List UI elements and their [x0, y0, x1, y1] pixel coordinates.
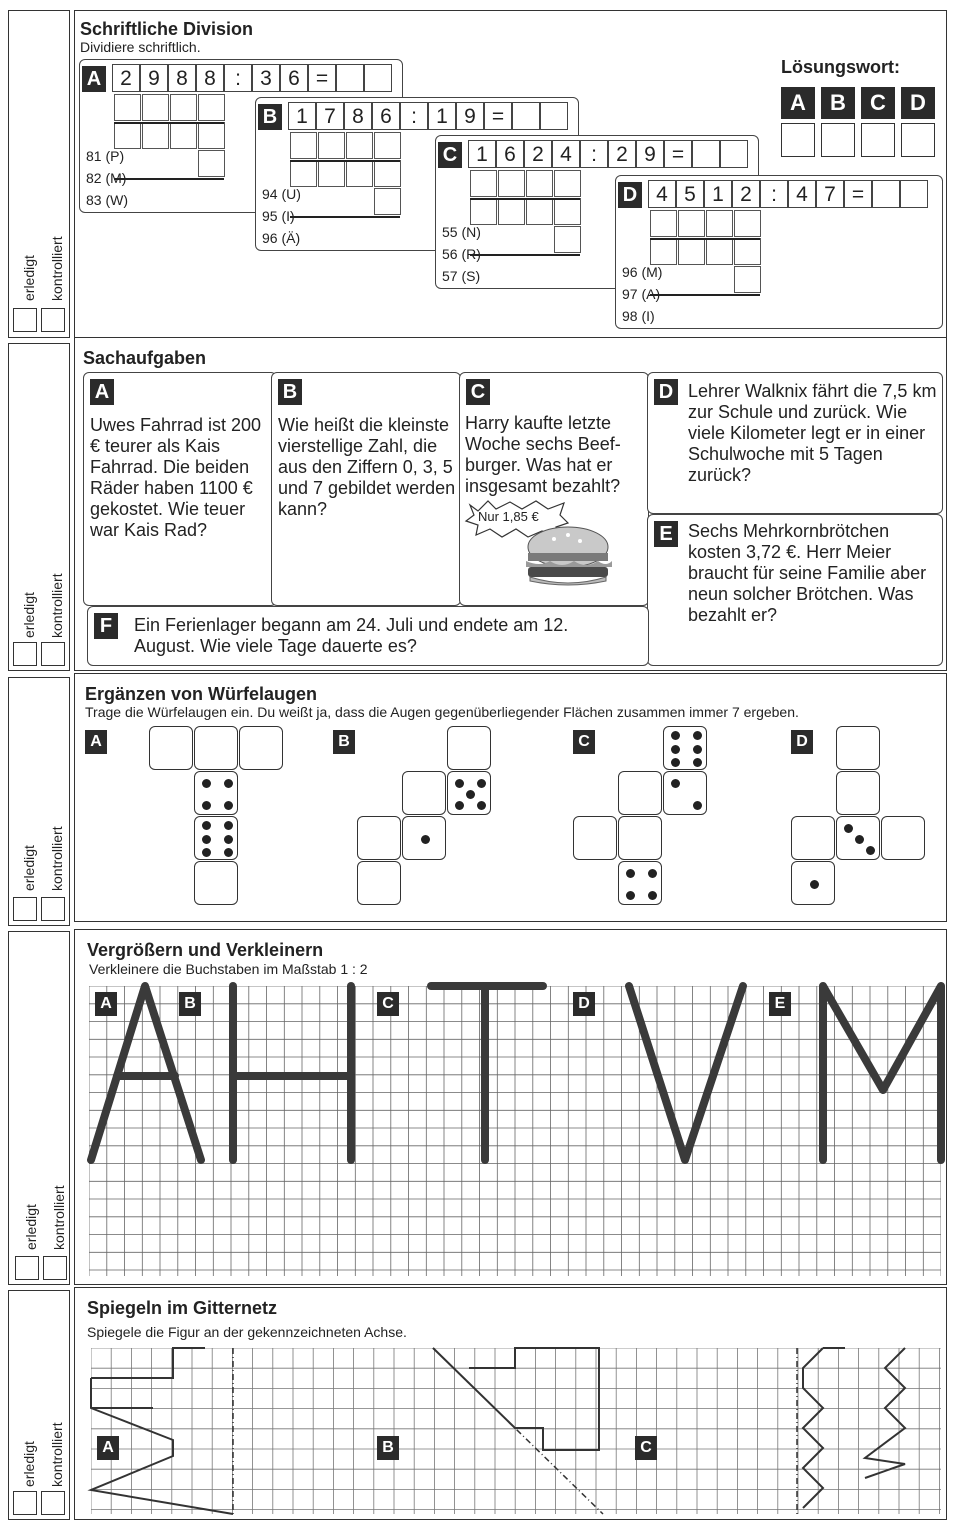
- section-title: Ergänzen von Würfelaugen: [85, 684, 318, 704]
- pip: [671, 779, 680, 788]
- die-face[interactable]: [447, 726, 491, 770]
- die-face[interactable]: [194, 726, 238, 770]
- pip: [202, 801, 211, 810]
- die-face[interactable]: [194, 816, 238, 860]
- work-cell[interactable]: [554, 170, 581, 197]
- digit-cell: 7: [816, 180, 844, 208]
- pip: [202, 779, 211, 788]
- work-cell[interactable]: [170, 122, 197, 149]
- done-checkbox[interactable]: [15, 1256, 39, 1280]
- die-face[interactable]: [194, 771, 238, 815]
- pip: [202, 835, 211, 844]
- work-cell[interactable]: [290, 132, 317, 159]
- answer-cell[interactable]: [540, 102, 568, 130]
- checked-checkbox[interactable]: [43, 1256, 67, 1280]
- die-face[interactable]: [618, 816, 662, 860]
- pip: [477, 779, 486, 788]
- solution-letter: B: [821, 87, 855, 119]
- task-label: D: [618, 182, 642, 208]
- work-cell[interactable]: [374, 188, 401, 215]
- work-cell[interactable]: [554, 226, 581, 253]
- digit-cell: 3: [252, 64, 280, 92]
- digit-cell: =: [308, 64, 336, 92]
- answer-cell[interactable]: [720, 140, 748, 168]
- task-text: Ein Ferienlager begann am 24. Juli und endete am 12. August. Wie viele Tage dauerte es?: [134, 615, 569, 656]
- task-label: C: [438, 142, 462, 168]
- checked-label: kontrolliert: [49, 573, 65, 638]
- task-label: E: [654, 521, 678, 547]
- answer-option: 96 (Ä): [262, 230, 301, 246]
- answer-option: 94 (U): [262, 186, 301, 202]
- digit-cell: :: [224, 64, 252, 92]
- solution-letter: C: [861, 87, 895, 119]
- die-face[interactable]: [791, 816, 835, 860]
- task-text: Sechs Mehrkornbrötchen kosten 3,72 €. Herr Meier braucht für seine Familie aber neun solcher Brötchen. Was bezahlt er?: [688, 521, 927, 625]
- underline: [114, 122, 224, 124]
- die-face[interactable]: [194, 861, 238, 905]
- work-cell[interactable]: [706, 238, 733, 265]
- answer-cell[interactable]: [364, 64, 392, 92]
- task-card-f: [87, 606, 649, 666]
- task-label: B: [278, 379, 302, 405]
- die-face[interactable]: [447, 771, 491, 815]
- side-strip-dice: [8, 677, 70, 926]
- task-card-a: [83, 372, 277, 606]
- die-face[interactable]: [663, 726, 707, 770]
- side-strip-sach: [8, 343, 70, 671]
- die-face[interactable]: [573, 816, 617, 860]
- side-strip-scale: [8, 931, 70, 1285]
- work-cell[interactable]: [318, 160, 345, 187]
- checked-checkbox[interactable]: [41, 897, 65, 921]
- solution-box[interactable]: [861, 123, 895, 157]
- underline: [114, 178, 224, 180]
- scale-label: C: [377, 992, 399, 1016]
- work-cell[interactable]: [346, 132, 373, 159]
- mirror-figures: [75, 1288, 955, 1519]
- side-strip-division: [8, 10, 70, 338]
- digit-cell: :: [580, 140, 608, 168]
- net-label: D: [791, 730, 813, 754]
- solution-title: Lösungswort:: [781, 57, 900, 77]
- work-cell[interactable]: [706, 210, 733, 237]
- work-cell[interactable]: [198, 122, 225, 149]
- pip: [693, 745, 702, 754]
- pip: [224, 821, 233, 830]
- pip: [693, 758, 702, 767]
- price-tag-text: Nur 1,85 €: [478, 509, 539, 524]
- digit-cell: 1: [704, 180, 732, 208]
- pip: [202, 848, 211, 857]
- die-face[interactable]: [402, 816, 446, 860]
- task-card-d: [647, 372, 943, 514]
- side-strip-mirror: [8, 1290, 70, 1520]
- done-checkbox[interactable]: [13, 308, 37, 332]
- work-cell[interactable]: [734, 266, 761, 293]
- task-label: F: [94, 613, 118, 639]
- digit-cell: 5: [676, 180, 704, 208]
- work-cell[interactable]: [346, 160, 373, 187]
- answer-cell[interactable]: [900, 180, 928, 208]
- pip: [671, 731, 680, 740]
- answer-option: 82 (M): [86, 170, 127, 186]
- pip: [866, 846, 875, 855]
- work-cell[interactable]: [498, 198, 525, 225]
- pip: [224, 801, 233, 810]
- solution-box[interactable]: [901, 123, 935, 157]
- pip: [671, 758, 680, 767]
- task-text: Wie heißt die kleinste vierstellige Zahl, die aus den Ziffern 0, 3, 5 und 7 gebildet werden kann?: [278, 415, 456, 519]
- pip: [224, 848, 233, 857]
- pip: [224, 779, 233, 788]
- digit-cell: 8: [168, 64, 196, 92]
- pip: [693, 801, 702, 810]
- work-cell[interactable]: [650, 238, 677, 265]
- net-label: B: [333, 730, 355, 754]
- done-checkbox[interactable]: [13, 1491, 37, 1515]
- answer-option: 81 (P): [86, 148, 125, 164]
- pip: [810, 880, 819, 889]
- done-label: erledigt: [21, 592, 37, 638]
- digit-cell: 2: [112, 64, 140, 92]
- answer-cell[interactable]: [872, 180, 900, 208]
- digit-cell: 9: [456, 102, 484, 130]
- solution-letter: D: [901, 87, 935, 119]
- pip: [202, 821, 211, 830]
- work-cell[interactable]: [650, 210, 677, 237]
- digit-cell: 9: [140, 64, 168, 92]
- task-text: Uwes Fahrrad ist 200 € teurer als Kais Fahrrad. Die beiden Räder haben 1100 € gekostet. Wie teuer war Kais Rad?: [90, 415, 262, 540]
- task-label: A: [90, 379, 114, 405]
- pip: [466, 790, 475, 799]
- pip: [421, 835, 430, 844]
- figure-a-top: [91, 1348, 205, 1378]
- net-label: C: [573, 730, 595, 754]
- answer-option: 97 (A): [622, 286, 661, 302]
- work-cell[interactable]: [498, 170, 525, 197]
- work-cell[interactable]: [142, 122, 169, 149]
- section-title: Vergrößern und Verkleinern: [87, 940, 324, 960]
- scale-label: A: [95, 992, 117, 1016]
- letter-v-stroke: [629, 986, 743, 1160]
- digit-cell: 2: [608, 140, 636, 168]
- work-cell[interactable]: [678, 238, 705, 265]
- digit-cell: 4: [788, 180, 816, 208]
- answer-option: 98 (I): [622, 308, 655, 324]
- big-letters: [75, 978, 955, 1278]
- underline: [650, 238, 760, 240]
- die-face[interactable]: [618, 771, 662, 815]
- answer-option: 57 (S): [442, 268, 481, 284]
- pip: [855, 835, 864, 844]
- work-cell[interactable]: [114, 94, 141, 121]
- done-label: erledigt: [21, 255, 37, 301]
- division-card-d: [615, 175, 943, 329]
- pip: [455, 779, 464, 788]
- pip: [224, 835, 233, 844]
- die-face[interactable]: [836, 816, 880, 860]
- work-cell[interactable]: [318, 132, 345, 159]
- scale-label: B: [179, 992, 201, 1016]
- die-face[interactable]: [881, 816, 925, 860]
- die-face[interactable]: [836, 726, 880, 770]
- checked-label: kontrolliert: [49, 236, 65, 301]
- answer-option: 83 (W): [86, 192, 128, 208]
- digit-cell: 4: [552, 140, 580, 168]
- answer-option: 56 (R): [442, 246, 481, 262]
- burger-image: [520, 523, 616, 587]
- work-cell[interactable]: [170, 94, 197, 121]
- work-cell[interactable]: [526, 198, 553, 225]
- underline: [290, 216, 400, 218]
- digit-cell: 6: [372, 102, 400, 130]
- pip: [477, 801, 486, 810]
- work-cell[interactable]: [526, 170, 553, 197]
- scale-label: D: [573, 992, 595, 1016]
- axis-b: [433, 1348, 603, 1514]
- die-face[interactable]: [402, 771, 446, 815]
- checked-label: kontrolliert: [49, 826, 65, 891]
- mirror-label: B: [377, 1436, 399, 1460]
- answer-cell[interactable]: [692, 140, 720, 168]
- section-title: Sachaufgaben: [83, 348, 207, 368]
- digit-cell: :: [760, 180, 788, 208]
- digit-cell: 1: [468, 140, 496, 168]
- figure-b: [433, 1348, 599, 1450]
- work-cell[interactable]: [734, 238, 761, 265]
- die-face[interactable]: [357, 816, 401, 860]
- work-cell[interactable]: [198, 94, 225, 121]
- answer-cell[interactable]: [512, 102, 540, 130]
- solution-letter: A: [781, 87, 815, 119]
- work-cell[interactable]: [734, 210, 761, 237]
- pip: [693, 731, 702, 740]
- pip: [626, 869, 635, 878]
- task-text: Lehrer Walknix fährt die 7,5 km zur Schule und zurück. Wie viele Kilometer legt er in einer Schulwoche mit 5 Tagen zurück?: [688, 381, 937, 485]
- section-subtitle: Spiegele die Figur an der gekennzeichneten Achse.: [87, 1324, 407, 1340]
- pip: [844, 824, 853, 833]
- digit-cell: 2: [524, 140, 552, 168]
- done-label: erledigt: [21, 845, 37, 891]
- underline: [650, 294, 760, 296]
- die-face[interactable]: [357, 861, 401, 905]
- checked-label: kontrolliert: [51, 1185, 67, 1250]
- done-checkbox[interactable]: [13, 897, 37, 921]
- work-cell[interactable]: [470, 198, 497, 225]
- digit-cell: =: [844, 180, 872, 208]
- scale-label: E: [769, 992, 791, 1016]
- work-cell[interactable]: [290, 160, 317, 187]
- work-cell[interactable]: [374, 132, 401, 159]
- die-face[interactable]: [663, 771, 707, 815]
- solution-box[interactable]: [781, 123, 815, 157]
- task-card-b: [271, 372, 461, 606]
- work-cell[interactable]: [142, 94, 169, 121]
- work-cell[interactable]: [374, 160, 401, 187]
- pip: [455, 801, 464, 810]
- answer-option: 96 (M): [622, 264, 663, 280]
- task-label: B: [258, 104, 282, 130]
- checked-checkbox[interactable]: [41, 1491, 65, 1515]
- digit-cell: 1: [288, 102, 316, 130]
- work-cell[interactable]: [554, 198, 581, 225]
- pip: [648, 869, 657, 878]
- checked-checkbox[interactable]: [41, 642, 65, 666]
- work-cell[interactable]: [198, 150, 225, 177]
- section-title: Spiegeln im Gitternetz: [87, 1298, 278, 1318]
- answer-option: 55 (N): [442, 224, 481, 240]
- task-label: A: [82, 66, 106, 92]
- die-face[interactable]: [618, 861, 662, 905]
- section-subtitle: Verkleinere die Buchstaben im Maßstab 1 : 2: [89, 961, 368, 977]
- digit-cell: 6: [496, 140, 524, 168]
- digit-cell: =: [664, 140, 692, 168]
- pip: [671, 745, 680, 754]
- done-label: erledigt: [23, 1204, 39, 1250]
- work-cell[interactable]: [114, 122, 141, 149]
- task-card-c: [459, 372, 649, 606]
- die-face[interactable]: [239, 726, 283, 770]
- answer-cell[interactable]: [336, 64, 364, 92]
- checked-label: kontrolliert: [49, 1422, 65, 1487]
- task-label: D: [654, 379, 678, 405]
- scale-section: [74, 929, 947, 1285]
- task-text: Harry kaufte letzte Woche sechs Beef-burger. Was hat er insgesamt bezahlt?: [465, 413, 621, 496]
- work-cell[interactable]: [470, 170, 497, 197]
- digit-cell: =: [484, 102, 512, 130]
- pip: [648, 891, 657, 900]
- digit-cell: 7: [316, 102, 344, 130]
- die-face[interactable]: [791, 861, 835, 905]
- digit-cell: 8: [196, 64, 224, 92]
- dice-section: [74, 673, 947, 922]
- task-card-e: [647, 514, 943, 666]
- division-section: [74, 10, 947, 338]
- section-subtitle: Trage die Würfelaugen ein. Du weißt ja, dass die Augen gegenüberliegender Flächen zusammen immer 7 ergeben.: [85, 704, 799, 720]
- figure-c-left: [803, 1348, 823, 1508]
- pip: [626, 891, 635, 900]
- digit-cell: :: [400, 102, 428, 130]
- solution-box[interactable]: [821, 123, 855, 157]
- digit-cell: 1: [428, 102, 456, 130]
- letter-m-stroke: [823, 986, 941, 1160]
- done-label: erledigt: [21, 1441, 37, 1487]
- digit-cell: 9: [636, 140, 664, 168]
- section-subtitle: Dividiere schriftlich.: [80, 39, 201, 55]
- die-face[interactable]: [836, 771, 880, 815]
- task-label: C: [466, 379, 490, 405]
- underline: [470, 254, 580, 256]
- digit-cell: 4: [648, 180, 676, 208]
- mirror-label: A: [97, 1436, 119, 1460]
- digit-cell: 8: [344, 102, 372, 130]
- digit-cell: 2: [732, 180, 760, 208]
- checked-checkbox[interactable]: [41, 308, 65, 332]
- net-label: A: [85, 730, 107, 754]
- done-checkbox[interactable]: [13, 642, 37, 666]
- work-cell[interactable]: [678, 210, 705, 237]
- underline: [470, 198, 580, 200]
- figure-c-right: [865, 1348, 905, 1478]
- digit-cell: 6: [280, 64, 308, 92]
- mirror-label: C: [635, 1436, 657, 1460]
- answer-option: 95 (I): [262, 208, 295, 224]
- section-title: Schriftliche Division: [80, 19, 254, 39]
- sach-section: [74, 337, 947, 671]
- mirror-section: [74, 1287, 947, 1520]
- underline: [290, 160, 400, 162]
- die-face[interactable]: [149, 726, 193, 770]
